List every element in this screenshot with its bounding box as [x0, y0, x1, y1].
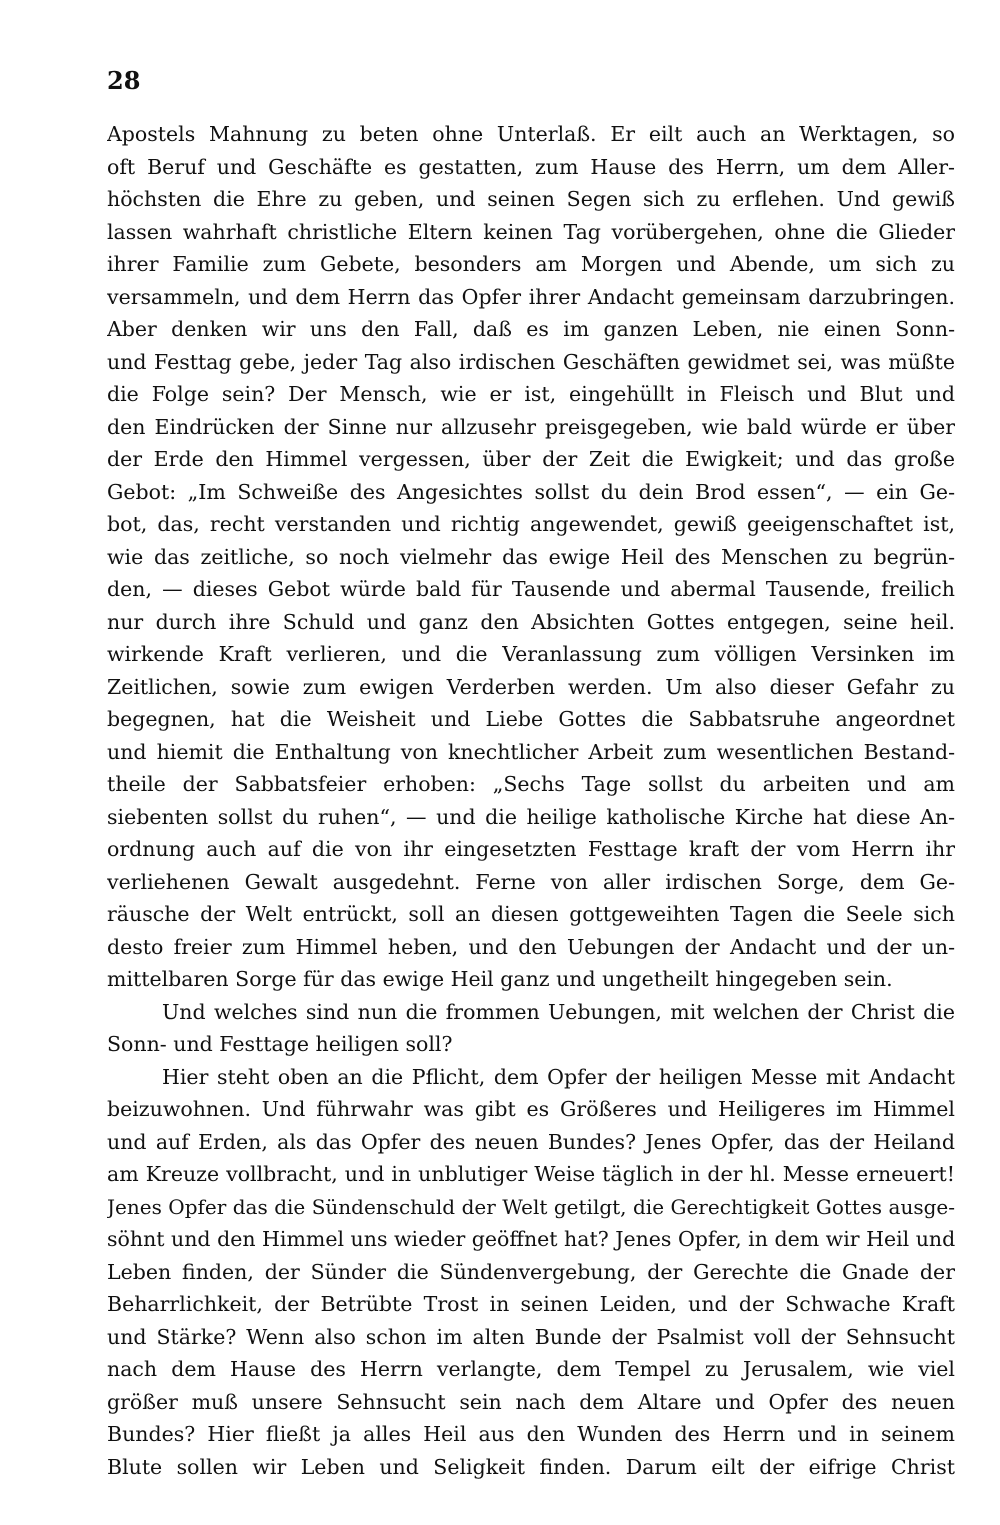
text-line: und Stärke? Wenn also schon im alten Bunde der Psalmist voll der Sehnsucht [107, 1324, 955, 1349]
text-line: Bundes? Hier fließt ja alles Heil aus den Wunden des Herrn und in seinem [107, 1422, 955, 1446]
text-line: Apostels Mahnung zu beten ohne Unterlaß. Er eilt auch an Werktagen, so [107, 122, 955, 146]
text-line: siebenten sollst du ruhen“, — und die heilige katholische Kirche hat diese An- [107, 804, 955, 829]
text-line: Blute sollen wir Leben und Seligkeit finden. Darum eilt der eifrige Christ [107, 1454, 955, 1479]
text-line: Leben finden, der Sünder die Sündenvergebung, der Gerechte die Gnade der [107, 1259, 955, 1284]
text-line: der Erde den Himmel vergessen, über der Zeit die Ewigkeit; und das große [107, 447, 955, 471]
text-line: und Festtag gebe, jeder Tag also irdischen Geschäften gewidmet sei, was müßte [107, 349, 955, 374]
text-line: ihrer Familie zum Gebete, besonders am Morgen und Abende, um sich zu [107, 252, 955, 276]
text-line: Jenes Opfer das die Sündenschuld der Welt getilgt, die Gerechtigkeit Gottes ausge- [107, 1194, 955, 1219]
text-line: desto freier zum Himmel heben, und den Uebungen der Andacht und der un- [107, 934, 955, 959]
text-line: ordnung auch auf die von ihr eingesetzten Festtage kraft der vom Herrn ihr [107, 837, 955, 861]
text-line: die Folge sein? Der Mensch, wie er ist, eingehüllt in Fleisch und Blut und [107, 382, 955, 406]
text-line: höchsten die Ehre zu geben, und seinen Segen sich zu erflehen. Und gewiß [107, 187, 955, 211]
text-line: Zeitlichen, sowie zum ewigen Verderben werden. Um also dieser Gefahr zu [107, 674, 955, 699]
text-line: nach dem Hause des Herrn verlangte, dem Tempel zu Jerusalem, wie viel [107, 1357, 955, 1381]
text-line: wie das zeitliche, so noch vielmehr das ewige Heil des Menschen zu begrün- [107, 544, 955, 569]
text-line: theile der Sabbatsfeier erhoben: „Sechs Tage sollst du arbeiten und am [107, 772, 955, 796]
text-line: den Eindrücken der Sinne nur allzusehr preisgegeben, wie bald würde er über [107, 414, 955, 439]
text-line: am Kreuze vollbracht, und in unblutiger Weise täglich in der hl. Messe erneuert! [107, 1162, 955, 1186]
text-line: lassen wahrhaft christliche Eltern keinen Tag vorübergehen, ohne die Glieder [107, 219, 955, 244]
text-line: Gebot: „Im Schweiße des Angesichtes sollst du dein Brod essen“, — ein Ge- [107, 479, 955, 504]
text-line: und auf Erden, als das Opfer des neuen Bundes? Jenes Opfer, das der Heiland [107, 1129, 955, 1154]
body-text [107, 118, 955, 1483]
text-line: den, — dieses Gebot würde bald für Tausende und abermal Tausende, freilich [107, 577, 955, 601]
text-line: größer muß unsere Sehnsucht sein nach dem Altare und Opfer des neuen [107, 1389, 955, 1414]
text-line: versammeln, und dem Herrn das Opfer ihrer Andacht gemeinsam darzubringen. [107, 284, 955, 309]
text-line: Hier steht oben an die Pflicht, dem Opfer der heiligen Messe mit Andacht [162, 1064, 955, 1089]
text-line: beizuwohnen. Und führwahr was gibt es Größeres und Heiligeres im Himmel [107, 1097, 955, 1121]
text-line: verliehenen Gewalt ausgedehnt. Ferne von aller irdischen Sorge, dem Ge- [107, 869, 955, 894]
page-number: 28 [107, 66, 141, 95]
text-line: Aber denken wir uns den Fall, daß es im ganzen Leben, nie einen Sonn- [107, 317, 955, 341]
text-line: und hiemit die Enthaltung von knechtlicher Arbeit zum wesentlichen Bestand- [107, 739, 955, 764]
text-line: Sonn- und Festtage heiligen soll? [107, 1032, 453, 1056]
text-line: Und welches sind nun die frommen Uebungen, mit welchen der Christ die [162, 999, 955, 1024]
text-line: wirkende Kraft verlieren, und die Veranlassung zum völligen Versinken im [107, 642, 955, 666]
text-line: oft Beruf und Geschäfte es gestatten, zum Hause des Herrn, um dem Aller- [107, 154, 955, 179]
text-line: söhnt und den Himmel uns wieder geöffnet hat? Jenes Opfer, in dem wir Heil und [107, 1227, 955, 1251]
text-line: räusche der Welt entrückt, soll an diesen gottgeweihten Tagen die Seele sich [107, 902, 955, 926]
text-line: mittelbaren Sorge für das ewige Heil ganz und ungetheilt hingegeben sein. [107, 967, 893, 991]
text-line: Beharrlichkeit, der Betrübte Trost in seinen Leiden, und der Schwache Kraft [107, 1292, 955, 1316]
text-line: nur durch ihre Schuld und ganz den Absichten Gottes entgegen, seine heil. [107, 609, 955, 634]
text-line: bot, das, recht verstanden und richtig angewendet, gewiß geeigenschaftet ist, [107, 512, 955, 536]
text-line: begegnen, hat die Weisheit und Liebe Gottes die Sabbatsruhe angeordnet [107, 707, 955, 731]
